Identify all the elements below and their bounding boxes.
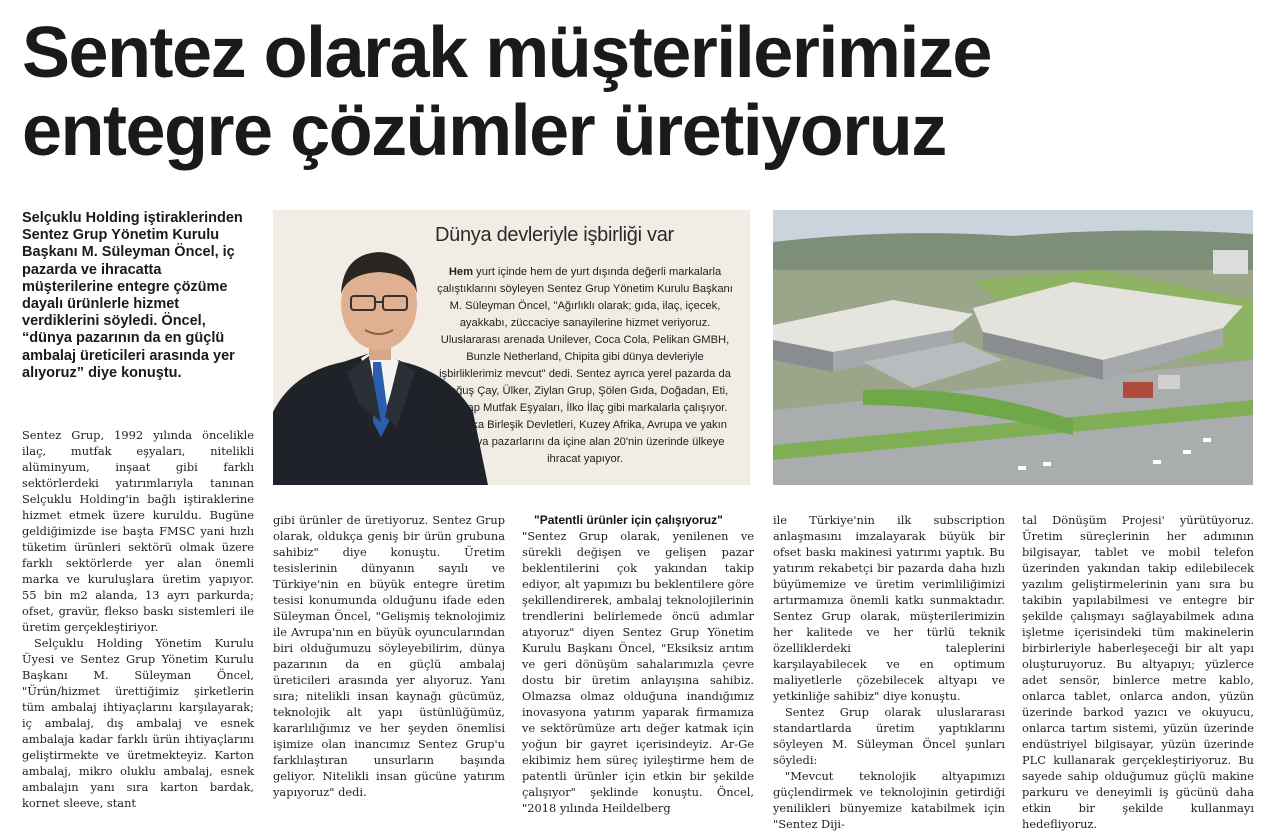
sidebar-box-text <box>435 264 735 468</box>
column-1-paragraph-1: Sentez Grup, 1992 yılında öncelikle ilaç, mutfak eşyaları, nitelikli alüminyum, inşaat gibi farklı sektörlerdeki yatırımlarıyla tanınan Selçuklu Holding'in bağlı iştiraklerine hizmet etmek üzere kuruldu. Bugüne geldiğimizde ise başta FMSC yani hızlı tüketim ürünleri sektörü olmak üzere farklı sektörlerde yer alan önemli marka ve kuruluşlara üretim yapıyor. 55 bin m2 alanda, 13 ayrı parkurda; ofset, gravür, flekso baskı sistemleri ile üretim gerçekleştiriyor. <box>22 428 254 634</box>
article-column-1 <box>22 427 254 811</box>
lead-paragraph: Selçuklu Holding iştiraklerinden Sentez Grup Yönetim Kurulu Başkanı M. Süleyman Öncel, iç pazarda ve ihracatta müşterilerine entegre çözüme dayalı ürünlerle hizmet verdiklerini söyledi. Öncel, “dünya pazarının da en güçlü ambalaj üreticileri arasında yer alıyoruz” diye konuştu. <box>22 210 243 381</box>
factory-aerial-photo <box>773 210 1253 485</box>
article-column-3 <box>522 512 754 816</box>
column-1-paragraph-2: Selçuklu Holding Yönetim Kurulu Üyesi ve Sentez Grup Yönetim Kurulu Başkanı M. Süleyman Öncel, "Ürün/hizmet ürettiğimiz şirketlerin tüm ambalaj ihtiyaçlarını karşılayarak; iç ambalaj, dış ambalaj ve esnek ambalaja kadar farklı ürün ihtiyaçlarını geliştirmekte ve üretmekteyiz. Karton ambalaj, mikro oluklu ambalaj, esnek ambalajın yanı sıra karton bardak, kornet sleeve, stant <box>22 636 254 810</box>
sidebar-box-first-word: Hem <box>448 266 474 278</box>
headline-line-2: entegre çözümler üretiyoruz <box>22 91 946 171</box>
article-column-4 <box>773 512 1005 832</box>
sidebar-box-title: Dünya devleriyle işbirliği var <box>435 224 674 246</box>
column-4-paragraph-2: Sentez Grup olarak uluslararası standartlarda üretim yaptıklarını söyleyen M. Süleyman Öncel şunları söyledi: <box>773 705 1005 767</box>
sidebar-box-body: yurt içinde hem de yurt dışında değerli markalarla çalıştıklarını söyleyen Sentez Grup Yönetim Kurulu Başkanı M. Süleyman Öncel, "Ağırlıklı olarak; gıda, ilaç, içecek, ayakkabı, züccaciye sanayilerine hizmet veriyoruz. Uluslararası arenada Unilever, Coca Cola, Pelikan GMBH, Bunzle Netherland, Chipita gibi dünya devleriyle işbirliklerimiz mevcut" dedi. Sentez ayrıca yerel pazarda da Doğuş Çay, Ülker, Ziylan Grup, Şölen Gıda, Doğadan, Eti, Mehtap Mutfak Eşyaları, İlko İlaç gibi markalarla çalışıyor. Amerika Birleşik Devletleri, Kuzey Afrika, Avrupa ve yakın coğrafya pazarlarını da içine alan 20'nin üzerinde ülkeye ihracat yapıyor. <box>437 266 733 465</box>
column-2-paragraph-1: gibi ürünler de üretiyoruz. Sentez Grup olarak, oldukça geniş bir ürün grubuna sahibiz" diye konuştu. Üretim tesislerinin dünyanın sayılı ve Türkiye'nin en büyük entegre üretim tesisi konumunda olduğunu ifade eden Süleyman Öncel, "Gelişmiş teknolojimiz ile Avrupa'nın en büyük oyuncularından biri olduğumuzu söyleyebilirim, dünya pazarının da en güçlü ambalaj üreticileri arasında yer alıyoruz. Yanı sıra; nitelikli insan kaynağı gücümüz, teknolojik alt yapı üstünlüğümüz, kararlılığımız ve her şeyden önemlisi işimize olan inancımız Sentez Grup'u farklılaştıran unsurların başında geliyor. Nitelikli insan gücüne yatırım yapıyoruz" dedi. <box>273 513 505 799</box>
headline <box>22 14 1262 170</box>
article-column-2 <box>273 512 505 800</box>
article-column-5 <box>1022 512 1254 832</box>
column-3-subheading: "Patentli ürünler için çalışıyoruz" <box>534 513 723 527</box>
column-4-paragraph-3: "Mevcut teknolojik altyapımızı güçlendirmek ve teknolojinin getirdiği yenilikleri bünyemize katabilmek için "Sentez Diji- <box>773 769 1005 831</box>
column-5-paragraph-1: tal Dönüşüm Projesi' yürütüyoruz. Üretim süreçlerinin her adımının bilgisayar, tablet ve mobil telefon üzerinden yakından takip edilebilecek yazılım geliştirmelerinin yanı sıra bu takibin yapılabilmesi ve entegre bir şekilde çalışmayı sağlayabilmek adına işletme içerisindeki tüm makinelerin birbirleriyle haberleşeceği bir alt yapı oluşturuyoruz. Bu altyapıyı; yüzlerce adet sensör, binlerce metre kablo, onlarca tablet, onlarca andon, yüzün üzerinde barkod yazıcı ve okuyucu, onlarca tartım sistemi, yüzün üzerinde endüstriyel bilgisayar, yüzün üzerinde PLC kullanarak gerçekleştiriyoruz. Bu sayede sahip olduğumuz güçlü makine parkuru ve deneyimli iş gücünü daha etkin bir şekilde kullanmayı hedefliyoruz. <box>1022 513 1254 831</box>
column-4-paragraph-1: ile Türkiye'nin ilk subscription anlaşmasını imzalayarak büyük bir ofset baskı makinesi yatırımı yaptık. Bu yatırım rekabetçi bir pazarda daha hızlı büyümemize ve üretim verimliliğimizi artırmamıza önemli katkı sunmaktadır. Sentez Grup olarak, müşterilerimizin her kalitede ve her türlü teknik özelliklerdeki taleplerini karşılayabilecek ve en optimum maliyetlerle çözebilecek altyapı ve yetkinliğe sahibiz" diye konuştu. <box>773 513 1005 703</box>
headline-line-1: Sentez olarak müşterilerimize <box>22 13 991 93</box>
column-3-paragraph-1: "Sentez Grup olarak, yenilenen ve sürekli değişen ve gelişen pazar beklentilerini çok yakından takip ediyor, alt yapımızı bu beklentilere göre şekillendirerek, ambalaj teknolojilerinin trendlerini belirlemede öncü adımlar atıyoruz" diyen Sentez Grup Yönetim Kurulu Başkanı Öncel, "Eksiksiz arıtım ve geri dönüşüm sahalarımızla çevre dostu bir üretim anlayışına sahibiz. Olmazsa olmaz olduğuna inandığımız inovasyona yatırım yaparak firmamıza ve sektörümüze artı değer katmak için yoğun bir gayret içerisindeyiz. Ar-Ge ekibimiz hem süreç iyileştirme hem de patentli ürünler için etkin bir şekilde çalışıyor" şeklinde konuştu. Öncel, "2018 yılında Heildelberg <box>522 529 754 815</box>
sidebar-box <box>273 210 750 485</box>
